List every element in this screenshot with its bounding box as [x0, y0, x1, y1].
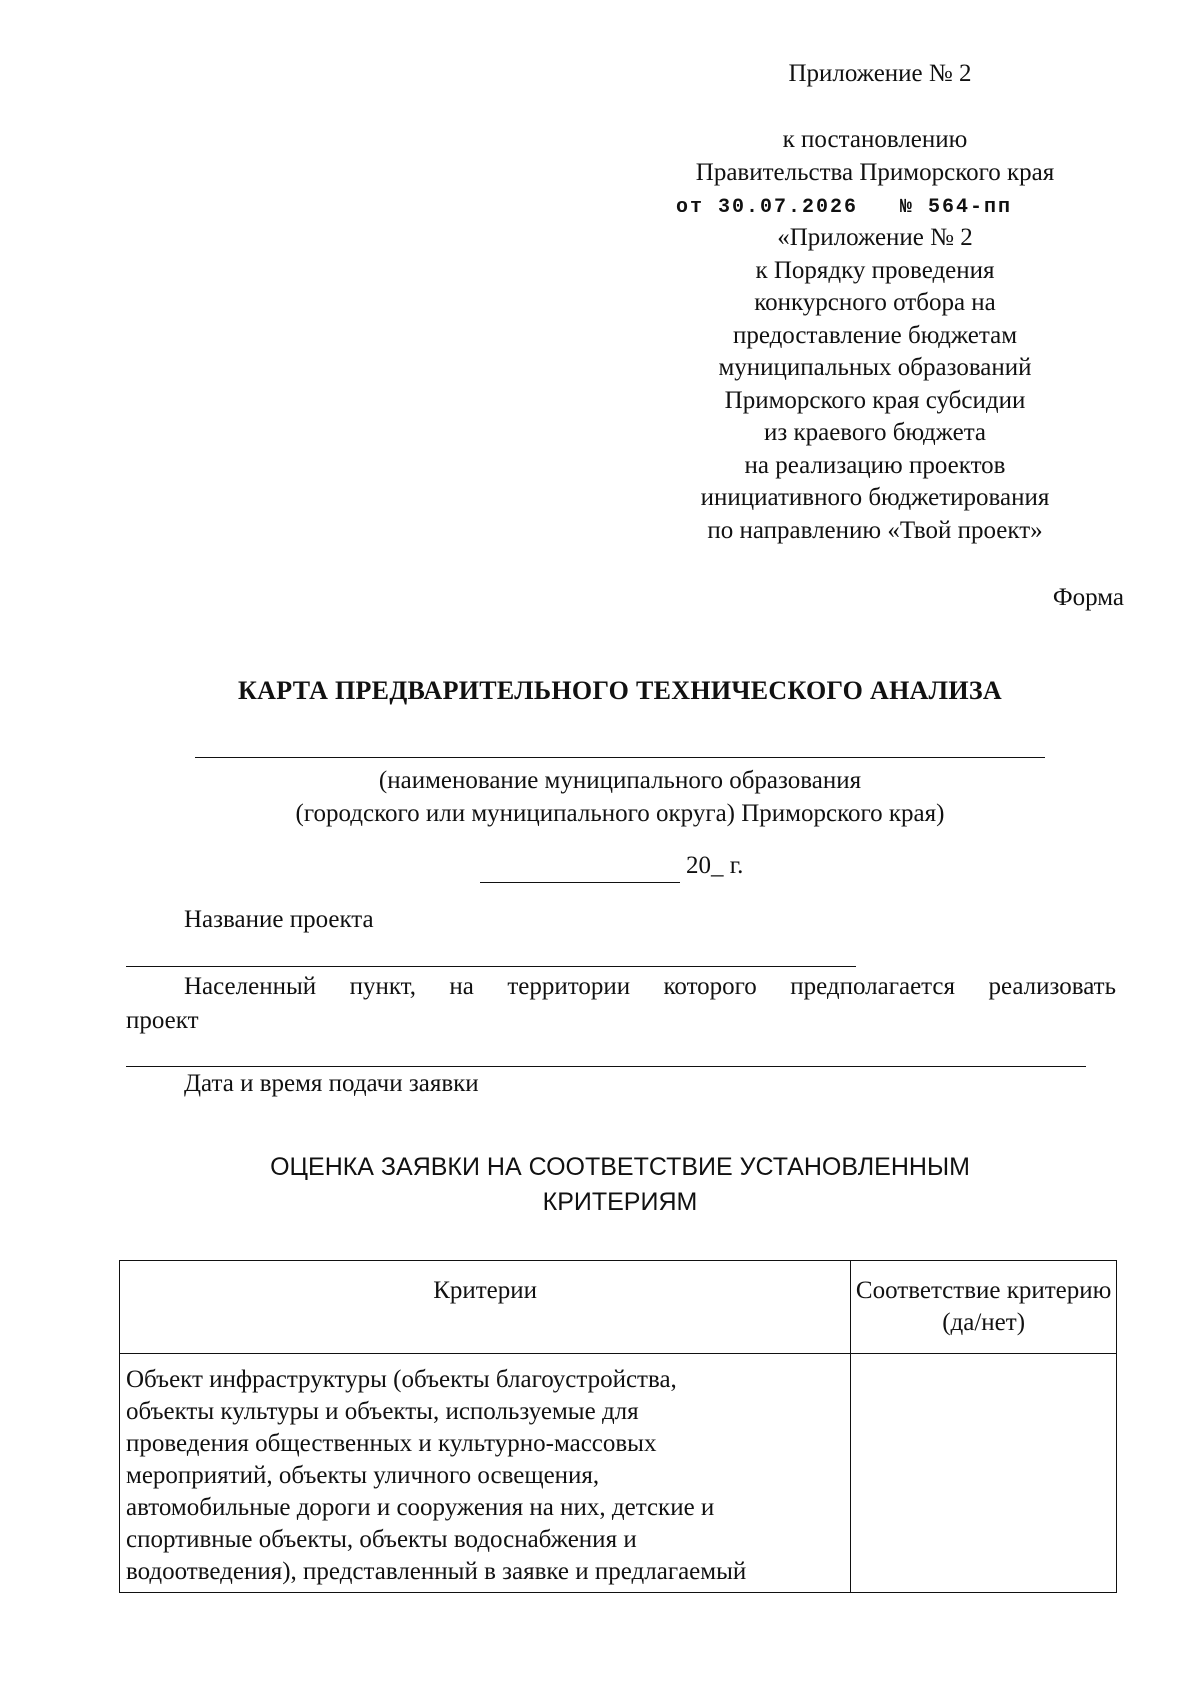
criterion-line: мероприятий, объекты уличного освещения,: [126, 1462, 600, 1489]
procedure-line: предоставление бюджетам: [732, 321, 1018, 349]
date-blank-line: [480, 882, 680, 883]
resolution-line: Правительства Приморского края: [695, 158, 1055, 186]
criterion-cell: [120, 1354, 851, 1593]
criterion-line: автомобильные дороги и сооружения на них, детские и: [126, 1494, 715, 1521]
municipality-name-line: [195, 757, 1045, 758]
procedure-line: «Приложение № 2: [777, 224, 973, 251]
criterion-line: объекты культуры и объекты, используемые для: [126, 1398, 639, 1425]
compliance-cell[interactable]: [851, 1354, 1117, 1593]
criteria-table: [119, 1260, 1117, 1593]
section-title-line: КРИТЕРИЯМ: [542, 1188, 698, 1216]
procedure-line: к Порядку проведения: [755, 256, 995, 284]
appendix-label: Приложение № 2: [788, 60, 972, 87]
municipality-caption-line: (городского или муниципального округа) Приморского края): [295, 800, 945, 827]
resolution-date-number: от 30.07.2026 № 564-пп: [676, 196, 1013, 219]
criterion-line: проведения общественных и культурно-массовых: [126, 1430, 657, 1457]
procedure-line: инициативного бюджетирования: [700, 484, 1050, 511]
procedure-block: [640, 222, 1110, 547]
municipality-caption-line: (наименование муниципального образования: [378, 767, 862, 794]
table-row: [120, 1354, 1117, 1593]
procedure-line: из краевого бюджета: [763, 419, 987, 446]
form-label: Форма: [1052, 584, 1124, 611]
table-header-row: [120, 1261, 1117, 1354]
document-title: КАРТА ПРЕДВАРИТЕЛЬНОГО ТЕХНИЧЕСКОГО АНАЛИЗА: [238, 676, 1002, 705]
resolution-block: [640, 124, 1110, 189]
project-name-label: Название проекта: [184, 906, 374, 933]
procedure-line: Приморского края субсидии: [724, 386, 1026, 414]
section-title-line: ОЦЕНКА ЗАЯВКИ НА СООТВЕТСТВИЕ УСТАНОВЛЕННЫМ: [270, 1153, 970, 1181]
section-title: [0, 1150, 1200, 1220]
procedure-line: на реализацию проектов: [744, 451, 1006, 479]
settlement-label-line: Населенный пункт, на территории которого предполагается реализовать: [184, 973, 1116, 1000]
project-name-line: [126, 966, 856, 967]
settlement-label: [126, 970, 1116, 1038]
header-compliance: Соответствие критерию (да/нет): [851, 1261, 1117, 1354]
year-suffix: 20_ г.: [686, 852, 744, 879]
header-criteria: Критерии: [120, 1261, 851, 1354]
procedure-line: муниципальных образований: [718, 354, 1032, 381]
procedure-line: конкурсного отбора на: [754, 289, 996, 316]
settlement-label-line: проект: [126, 1007, 199, 1034]
criterion-line: Объект инфраструктуры (объекты благоустройства,: [126, 1366, 677, 1393]
procedure-line: по направлению «Твой проект»: [707, 516, 1043, 544]
resolution-line: к постановлению: [782, 126, 968, 153]
municipality-caption: [200, 764, 1040, 830]
criterion-line: водоотведения), представленный в заявке и предлагаемый: [126, 1558, 747, 1585]
criterion-line: спортивные объекты, объекты водоснабжения и: [126, 1526, 637, 1553]
settlement-line: [126, 1066, 1086, 1067]
submission-label: Дата и время подачи заявки: [184, 1070, 479, 1097]
